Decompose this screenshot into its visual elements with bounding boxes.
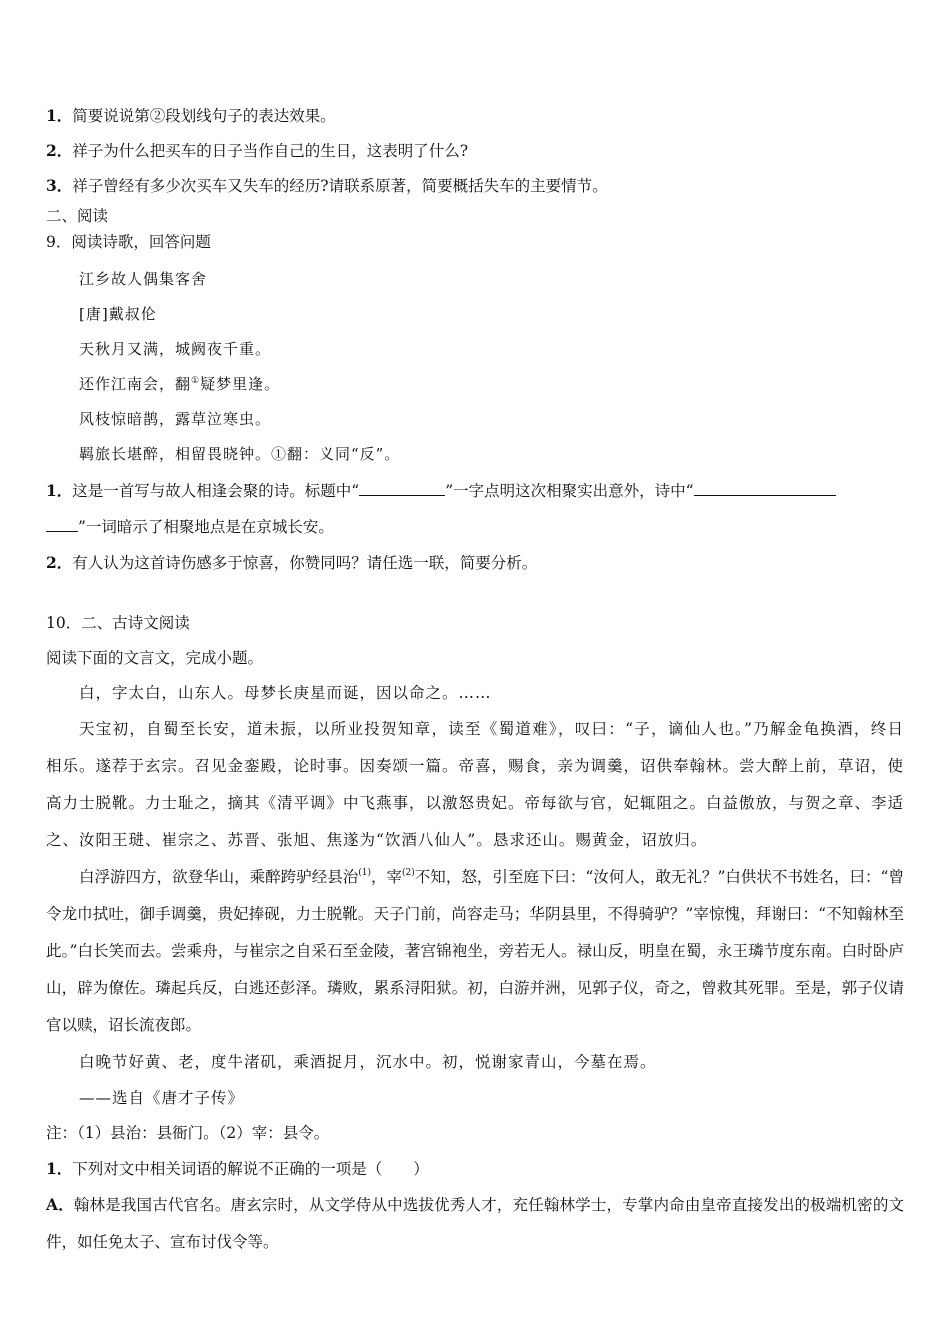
question-9-2 [46, 545, 904, 580]
poem-line-1: 天秋月又满，城阙夜千重。 [79, 340, 272, 358]
option-text: 翰林是我国古代官名。唐玄宗时，从文学侍从中选拔优秀人才，充任翰林学士，专掌内命由皇帝直接发出的极端机密的文件，如任免太子、宣布讨伐令等。 [46, 1196, 904, 1251]
question-number: 2． [46, 141, 73, 160]
question-text: 这是一首写与故人相逢会聚的诗。标题中“ [72, 482, 360, 500]
footnote-marker: ① [191, 376, 201, 386]
passage-notes: 注：（1）县治：县衙门。（2）宰：县令。 [46, 1124, 330, 1142]
question-9-1-cont [46, 509, 904, 545]
question-number: 1． [46, 106, 73, 125]
passage-paragraph-4: 白晚节好黄、老，度牛渚矶，乘酒捉月，沉水中。初，悦谢家青山，今墓在焉。 [79, 1053, 657, 1071]
question-8-1 [46, 98, 904, 133]
spacer [46, 580, 904, 606]
passage-text: 白浮游四方，欲登华山，乘醉跨驴经县治 [79, 868, 359, 886]
poem-line-2-part: 还作江南会，翻 [79, 375, 192, 393]
poem-line-2-part: 疑梦里逢。 [200, 375, 281, 393]
answer-blank[interactable] [359, 480, 445, 496]
passage-text: ，宰 [370, 868, 403, 886]
question-8-3 [46, 168, 904, 203]
question-9-heading: 9．阅读诗歌，回答问题 [46, 233, 211, 251]
passage-source: ——选自《唐才子传》 [79, 1089, 245, 1107]
passage-paragraph-2: 天宝初，自蜀至长安，道未振，以所业投贺知章，读至《蜀道难》，叹曰：“子，谪仙人也。”乃解金龟换酒，终日相乐。遂荐于玄宗。召见金銮殿，论时事。因奏颂一篇。帝喜，赐食，亲为调羹，诏供奉翰林。尝大醉上前，草诏，使高力士脱靴。力士耻之，摘其《清平调》中飞燕事，以激怒贵妃。帝每欲与官，妃辄阻之。白益傲放，与贺之章、李适之、汝阳王琎、崔宗之、苏晋、张旭、焦遂为“饮酒八仙人”。恳求还山。赐黄金，诏放归。 [46, 720, 905, 849]
poem-author: [唐]戴叔伦 [79, 305, 157, 323]
footnote-marker: (1) [358, 868, 371, 878]
question-text: ”一词暗示了相聚地点是在京城长安。 [78, 518, 334, 536]
question-10-1 [46, 1151, 904, 1186]
passage-text: 不知，怒，引至庭下曰：“汝何人，敢无礼？”白供状不书姓名，曰：“曾令龙巾拭吐，御手调羹，贵妃捧砚，力士脱靴。天子门前，尚容走马；华阴县里，不得骑驴？”宰惊愧，拜谢曰：“不知翰林至此。”白长笑而去。尝乘舟，与崔宗之自采石至金陵，著宫锦袍坐，旁若无人。禄山反，明皇在蜀，永王璘节度东南。白时卧庐山，辟为僚佐。璘起兵反，白逃还彭泽。璘败，累系浔阳狱。初，白游并洲，见郭子仪，奇之，曾救其死罪。至是，郭子仪请官以赎，诏长流夜郎。 [46, 868, 904, 1034]
question-number: 2． [46, 553, 73, 572]
passage-paragraph-1: 白，字太白，山东人。母梦长庚星而诞，因以命之。…… [79, 684, 492, 702]
poem-line-2 [46, 367, 904, 402]
poem-title: 江乡故人偶集客舍 [79, 270, 208, 288]
question-10-intro: 阅读下面的文言文，完成小题。 [46, 649, 264, 667]
question-text: 祥子为什么把买车的日子当作自己的生日，这表明了什么? [72, 142, 469, 160]
footnote-marker: (2) [402, 868, 415, 878]
section-heading: 二、阅读 [46, 207, 109, 225]
poem-line-3: 风枝惊暗鹊，露草泣寒虫。 [79, 410, 272, 428]
question-text: ”一字点明这次相聚实出意外，诗中“ [445, 482, 694, 500]
question-number: 1． [46, 481, 73, 500]
question-10-heading: 10．二、古诗文阅读 [46, 614, 190, 632]
question-text: 简要说说第②段划线句子的表达效果。 [72, 107, 336, 125]
option-a [46, 1186, 904, 1261]
question-text: 下列对文中相关词语的解说不正确的一项是（ ） [72, 1160, 429, 1178]
question-9-1 [46, 472, 904, 509]
question-text: 祥子曾经有多少次买车又失车的经历?请联系原著，简要概括失车的主要情节。 [72, 177, 608, 195]
answer-blank[interactable] [46, 516, 78, 532]
passage-paragraph-3 [46, 859, 904, 1044]
answer-blank[interactable] [694, 480, 836, 496]
question-text: 有人认为这首诗伤感多于惊喜，你赞同吗？请任选一联，简要分析。 [72, 554, 538, 572]
question-number: 1． [46, 1159, 73, 1178]
poem-line-4: 羁旅长堪醉，相留畏晓钟。①翻：义同“反”。 [79, 445, 401, 463]
option-label: A． [46, 1195, 74, 1214]
document-page [46, 98, 904, 1261]
question-8-2 [46, 133, 904, 168]
question-number: 3． [46, 176, 73, 195]
